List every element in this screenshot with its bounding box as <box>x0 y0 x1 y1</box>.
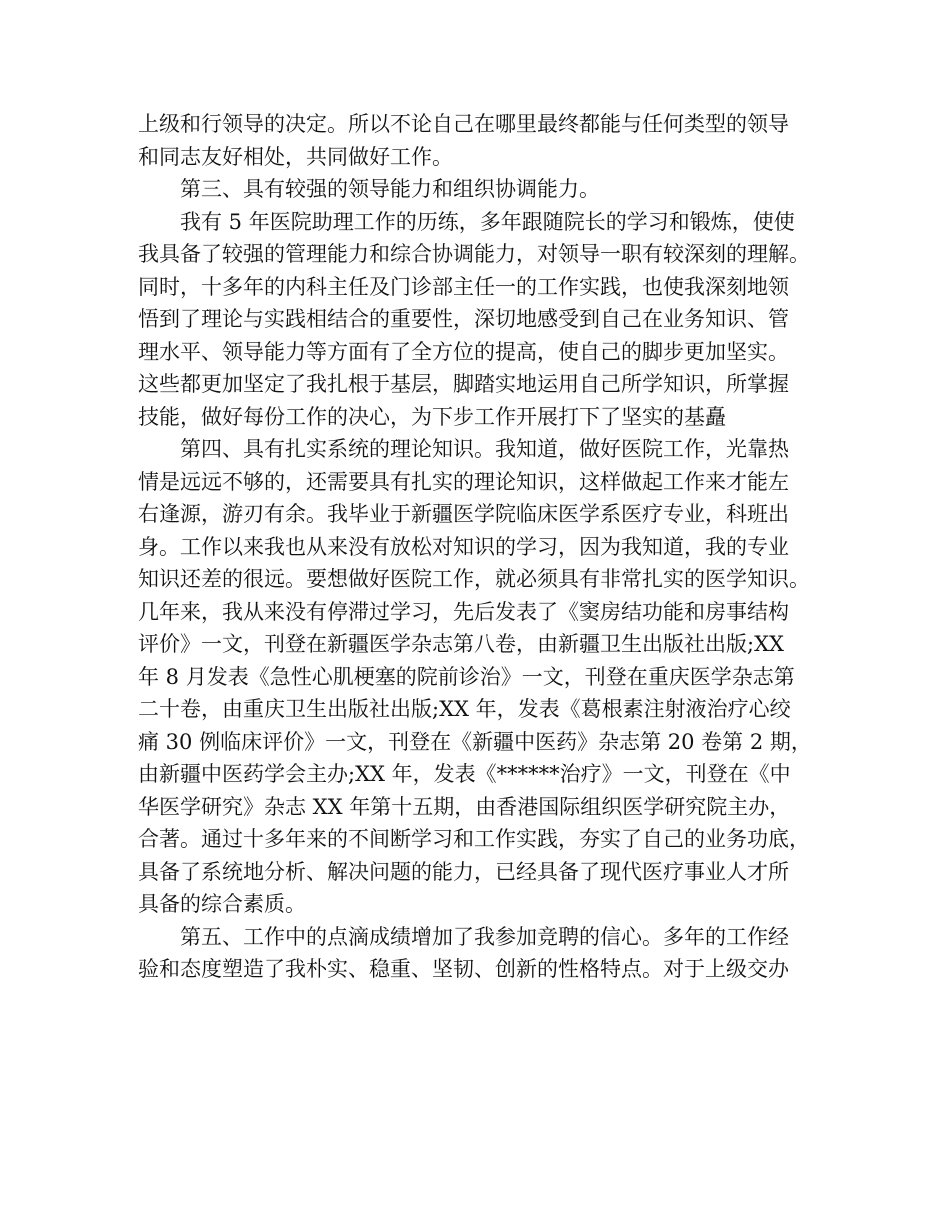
text-line: 右逢源，游刃有余。我毕业于新疆医学院临床医学系医疗专业，科班出 <box>138 502 789 526</box>
text-line: 年 8 月发表《急性心肌梗塞的院前诊治》一文，刊登在重庆医学杂志第 <box>138 664 795 689</box>
text-line: 合著。通过十多年来的不间断学习和工作实践，夯实了自己的业务功底， <box>138 827 810 851</box>
text-line: 几年来，我从来没有停滞过学习，先后发表了《窦房结功能和房事结构 <box>138 599 789 624</box>
text-line: 身。工作以来我也从来没有放松对知识的学习，因为我知道，我的专业 <box>138 534 789 559</box>
text-line: 这些都更加坚定了我扎根于基层，脚踏实地运用自己所学知识，所掌握 <box>138 372 789 396</box>
text-line: 我具备了较强的管理能力和综合协调能力，对领导一职有较深刻的理解。 <box>138 242 810 266</box>
text-line: 由新疆中医药学会主办;XX 年，发表《******治疗》一文，刊登在《中 <box>138 762 791 786</box>
text-line: 评价》一文，刊登在新疆医学杂志第八卷，由新疆卫生出版社出版;XX <box>138 632 784 656</box>
text-line: 具备的综合素质。 <box>138 892 306 916</box>
section-heading-three: 第三、具有较强的领导能力和组织协调能力。 <box>180 177 600 201</box>
text-line: 我有 5 年医院助理工作的历练，多年跟随院长的学习和锻炼，使使 <box>180 209 795 234</box>
text-line: 同时，十多年的内科主任及门诊部主任一的工作实践，也使我深刻地领 <box>138 274 789 299</box>
text-line: 和同志友好相处，共同做好工作。 <box>138 144 453 169</box>
text-line: 具备了系统地分析、解决问题的能力，已经具备了现代医疗事业人才所 <box>138 859 789 884</box>
text-line: 情是远远不够的，还需要具有扎实的理论知识，这样做起工作来才能左 <box>138 469 789 494</box>
document-body <box>138 108 828 986</box>
text-line: 验和态度塑造了我朴实、稳重、坚韧、创新的性格特点。对于上级交办 <box>138 957 789 981</box>
section-heading-five: 第五、工作中的点滴成绩增加了我参加竞聘的信心。多年的工作经 <box>180 924 789 949</box>
text-line: 痛 30 例临床评价》一文，刊登在《新疆中医药》杂志第 20 卷第 2 期， <box>138 729 812 754</box>
text-line: 知识还差的很远。要想做好医院工作，就必须具有非常扎实的医学知识。 <box>138 567 810 591</box>
text-line: 上级和行领导的决定。所以不论自己在哪里最终都能与任何类型的领导 <box>138 112 789 136</box>
text-line: 悟到了理论与实践相结合的重要性，深切地感受到自己在业务知识、管 <box>138 307 789 331</box>
text-line: 二十卷，由重庆卫生出版社出版;XX 年，发表《葛根素注射液治疗心绞 <box>138 697 791 721</box>
section-heading-four: 第四、具有扎实系统的理论知识。我知道，做好医院工作，光靠热 <box>180 437 789 461</box>
text-line: 理水平、领导能力等方面有了全方位的提高，使自己的脚步更加坚实。 <box>138 339 789 364</box>
text-line: 技能，做好每份工作的决心，为下步工作开展打下了坚实的基矗 <box>138 404 726 429</box>
text-line: 华医学研究》杂志 XX 年第十五期，由香港国际组织医学研究院主办， <box>138 794 791 819</box>
